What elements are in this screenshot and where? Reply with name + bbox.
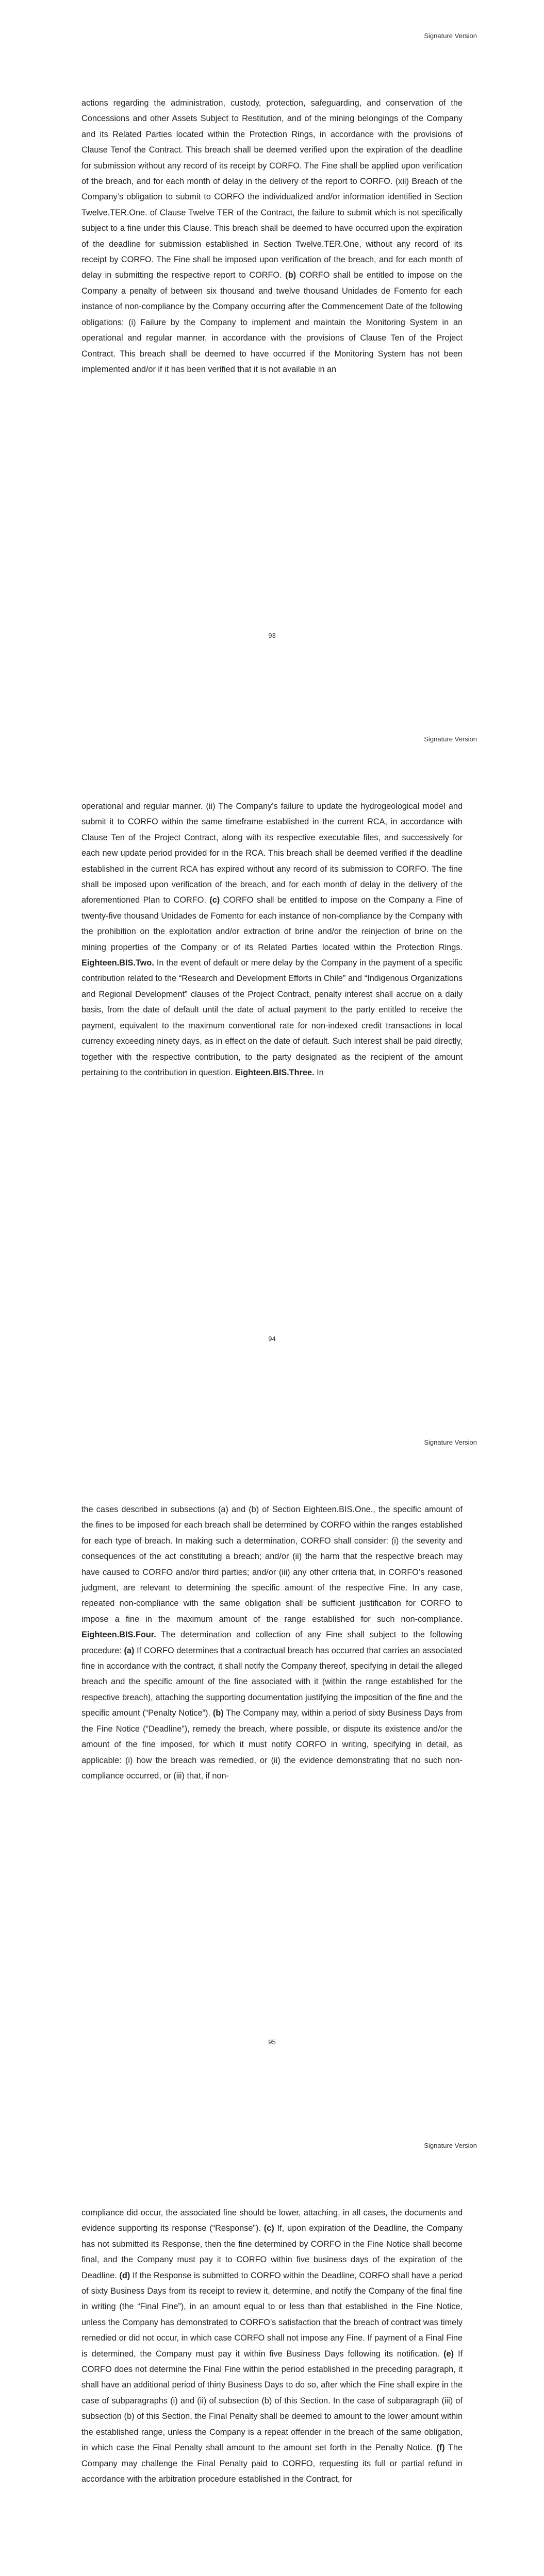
page-body-text bbox=[81, 95, 463, 377]
bold-reference: (c) bbox=[209, 895, 220, 905]
bold-reference: (d) bbox=[119, 2270, 130, 2280]
page-number: 93 bbox=[268, 632, 276, 639]
paragraph bbox=[81, 799, 463, 1080]
text-run: In bbox=[314, 1067, 324, 1077]
page-header: Signature Version bbox=[424, 2142, 477, 2149]
bold-reference: Eighteen.BIS.Two. bbox=[81, 958, 154, 968]
bold-reference: (b) bbox=[212, 1708, 224, 1718]
text-run: actions regarding the administration, custody, protection, safeguarding, and conservation of the Concessions and other Assets Subject to Restitution, and of the mining belongings of the Company and its Related Parties located within the Protection Rings, in accordance with the provisions of Clause Tenof the Contract. This breach shall be deemed verified upon the expiration of the deadline for submission without any record of its receipt by CORFO. The Fine shall be applied upon verification of the breach, and for each month of delay in the delivery of the report to CORFO. (xii) Breach of the Company’s obligation to submit to CORFO the individualized and/or information identified in Section Twelve.TER.One. of Clause Twelve TER of the Contract, the failure to submit which is not specifically subject to a fine under this Clause. This breach shall be deemed to have occurred upon the expiration of the deadline for submission established in Section Twelve.TER.One, without any record of its receipt by CORFO. The Fine shall be imposed upon verification of the breach, and for each month of delay in submitting the respective report to CORFO. bbox=[81, 98, 463, 280]
page-header: Signature Version bbox=[424, 1438, 477, 1446]
page-body-text bbox=[81, 1502, 463, 1784]
page-95 bbox=[0, 1406, 544, 2110]
paragraph bbox=[81, 2205, 463, 2487]
text-run: The Company may, within a period of sixty Business Days from the Fine Notice (“Deadline”), remedy the breach, where possible, or dispute its existence and/or the amount of the fine imposed, for which it must notify CORFO in writing, specifying in detail, as applicable: (i) how the breach was remedied, or (ii) the evidence demonstrating that no such non-compliance occurred, or (iii) that, if non- bbox=[81, 1708, 463, 1781]
bold-reference: (e) bbox=[443, 2349, 454, 2359]
text-run: If, upon expiration of the Deadline, the Company has not submitted its Response, then the fine determined by CORFO in the Fine Notice shall become final, and the Company must pay it to CORFO within five business days of the expiration of the Deadline. bbox=[81, 2224, 463, 2280]
text-run: The Company may challenge the Final Penalty paid to CORFO, requesting its full or partial refund in accordance with the arbitration procedure established in the Contract, for bbox=[81, 2443, 463, 2484]
text-run: operational and regular manner. (ii) The Company’s failure to update the hydrogeological model and submit it to CORFO within the same timeframe established in the current RCA, in accordance with Clause Ten of the Project Contract, along with its respective executable files, and successively for each new update period provided for in the RCA. This breach shall be deemed verified if the deadline established in the current RCA has expired without any record of its submission to CORFO. The fine shall be imposed upon verification of the breach, and for each month of delay in the delivery of the aforementioned Plan to CORFO. bbox=[81, 802, 463, 905]
text-run: CORFO shall be entitled to impose on the Company a Fine of twenty-five thousand Unidades de Fomento for each instance of non-compliance by the Company with the prohibition on the exploitation and/or extraction of brine and/or the reinjection of brine on the mining properties of the Company or of its Related Parties located within the Protection Rings. bbox=[81, 895, 463, 952]
text-run: the cases described in subsections (a) and (b) of Section Eighteen.BIS.One., the specific amount of the fines to be imposed for each breach shall be determined by CORFO within the ranges established for each type of breach. In making such a determination, CORFO shall consider: (i) the severity and consequences of the act constituting a breach; and/or (ii) the harm that the respective breach may have caused to CORFO and/or third parties; and/or (iii) any other criteria that, in CORFO’s reasoned judgment, are relevant to determining the specific amount of the respective Fine. In any case, repeated non-compliance with the same obligation shall be sufficient justification for CORFO to impose a fine in the maximum amount of the range established for such non-compliance. bbox=[81, 1505, 463, 1624]
bold-reference: (c) bbox=[263, 2224, 274, 2233]
bold-reference: (b) bbox=[285, 270, 296, 280]
page-header: Signature Version bbox=[424, 735, 477, 743]
text-run: In the event of default or mere delay by the Company in the payment of a specific contribution related to the “Research and Development Efforts in Chile” and “Indigenous Organizations and Regional Development” clauses of the Project Contract, penalty interest shall accrue on a daily basis, from the date of default until the date of actual payment to the party entitled to receive the payment, equivalent to the maximum conventional rate for non-indexed credit transactions in local currency exceeding ninety days, as in effect on the date of default. Such interest shall be paid directly, together with the respective contribution, to the party designated as the recipient of the amount pertaining to the contribution in question. bbox=[81, 958, 463, 1077]
page-number: 95 bbox=[268, 2038, 276, 2046]
bold-reference: Eighteen.BIS.Four. bbox=[81, 1630, 156, 1640]
page-body-text bbox=[81, 799, 463, 1080]
bold-reference: (a) bbox=[124, 1646, 135, 1655]
page-96 bbox=[0, 2110, 544, 2576]
page-number: 94 bbox=[268, 1335, 276, 1343]
page-94 bbox=[0, 703, 544, 1406]
paragraph bbox=[81, 1502, 463, 1784]
text-run: If the Response is submitted to CORFO within the Deadline, CORFO shall have a period of sixty Business Days from its receipt to review it, determine, and notify the Company of the final fine in writing (the “Final Fine”), in an amount equal to or less than that established in the Fine Notice, unless the Company has demonstrated to CORFO’s satisfaction that the breach of contract was timely remedied or did not occur, in which case CORFO shall not impose any Fine. If payment of a Final Fine is determined, the Company must pay it within five Business Days following its notification. bbox=[81, 2270, 463, 2359]
text-run: CORFO shall be entitled to impose on the Company a penalty of between six thousand and twelve thousand Unidades de Fomento for each instance of non-compliance by the Company occurring after the Commencement Date of the following obligations: (i) Failure by the Company to implement and maintain the Monitoring System in an operational and regular manner, in accordance with the provisions of Clause Ten of the Project Contract. This breach shall be deemed to have occurred if the Monitoring System has not been implemented and/or if it has been verified that it is not available in an bbox=[81, 270, 463, 374]
bold-reference: Eighteen.BIS.Three. bbox=[235, 1067, 315, 1077]
text-run: The determination and collection of any Fine shall subject to the following procedure: bbox=[81, 1630, 463, 1655]
bold-reference: (f) bbox=[436, 2443, 445, 2453]
page-body-text bbox=[81, 2205, 463, 2487]
page-93 bbox=[0, 0, 544, 703]
paragraph bbox=[81, 95, 463, 377]
text-run: If CORFO does not determine the Final Fine within the period established in the preceding paragraph, it shall have an additional period of thirty Business Days to do so, after which the Fine shall expire in the case of subparagraphs (i) and (ii) of subsection (b) of this Section. In the case of subparagraph (iii) of subsection (b) of this Section, the Final Penalty shall be deemed to amount to the lower amount within the established range, unless the Company is a repeat offender in the breach of the same obligation, in which case the Final Penalty shall amount to the amount set forth in the Penalty Notice. bbox=[81, 2349, 463, 2453]
text-run: If CORFO determines that a contractual breach has occurred that carries an associated fine in accordance with the contract, it shall notify the Company thereof, specifying in detail the alleged breach and the specific amount of the fine associated with it (within the range established for the respective breach), attaching the supporting documentation justifying the imposition of the fine and the specific amount (“Penalty Notice”). bbox=[81, 1646, 463, 1718]
page-header: Signature Version bbox=[424, 32, 477, 40]
text-run: compliance did occur, the associated fine should be lower, attaching, in all cases, the documents and evidence supporting its response (“Response”). bbox=[81, 2208, 463, 2233]
